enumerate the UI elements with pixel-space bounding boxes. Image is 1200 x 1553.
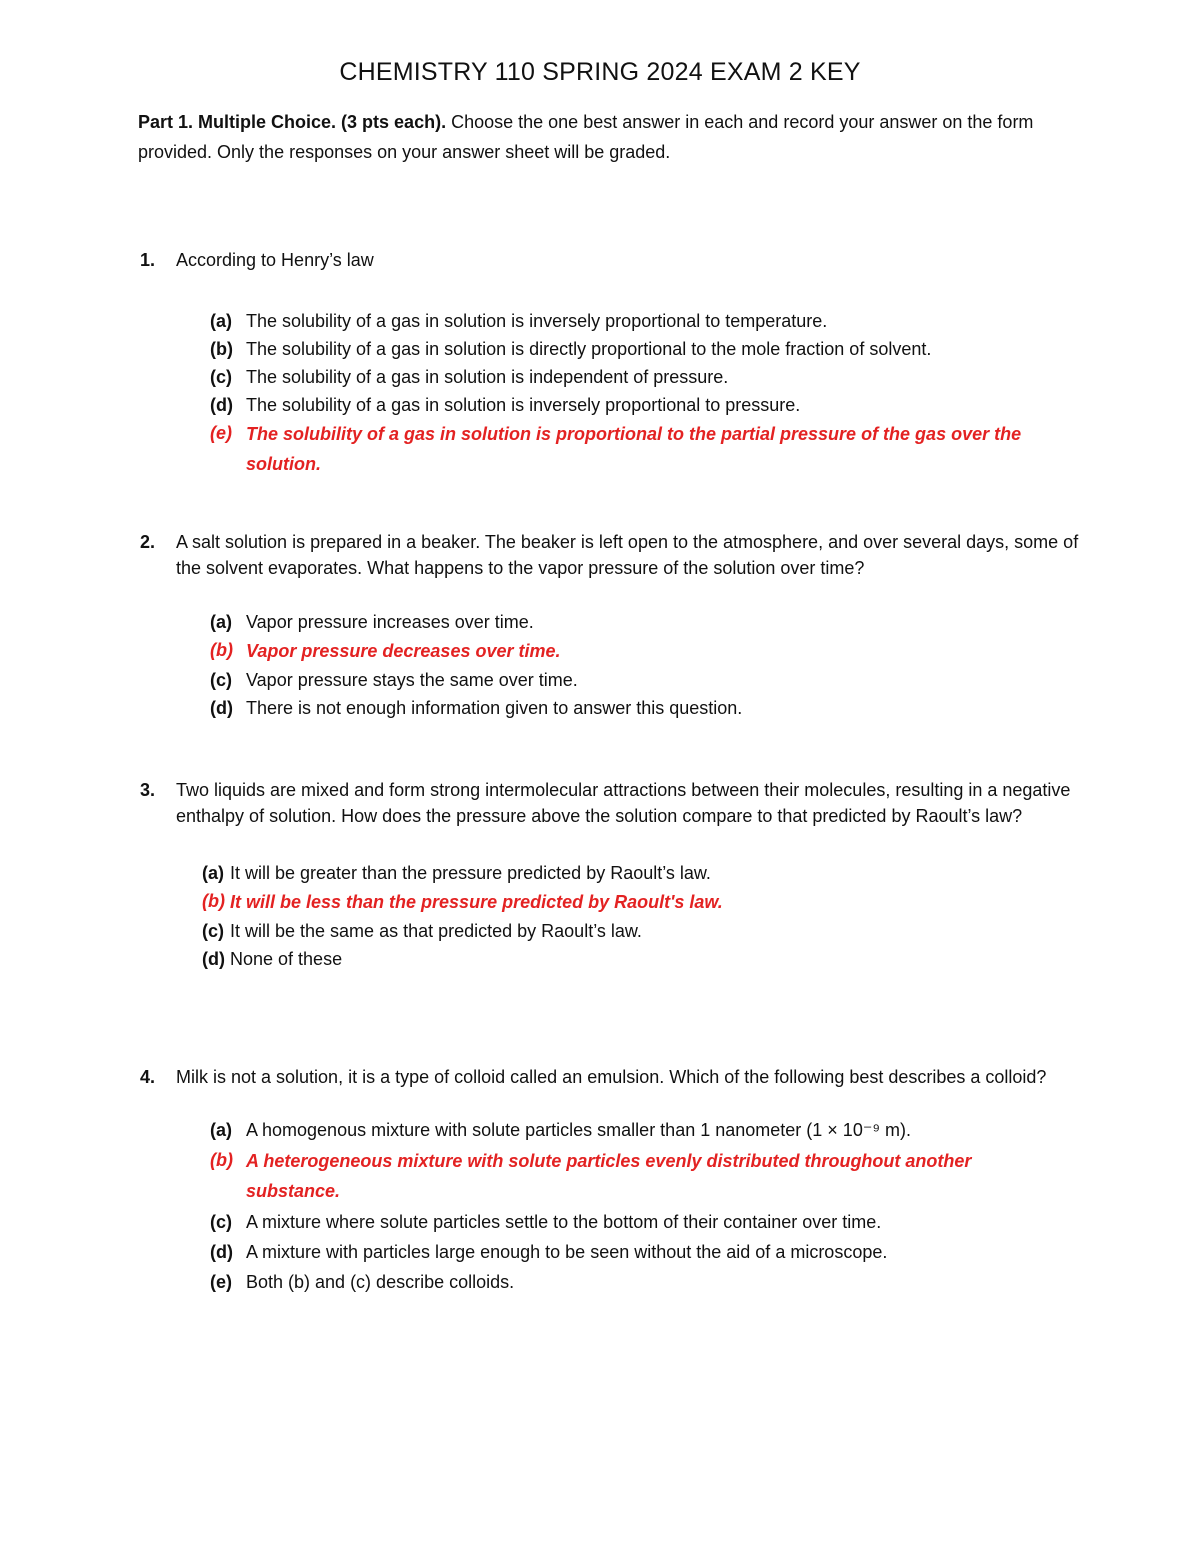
option-letter: (b) — [210, 1150, 233, 1170]
question-2 — [138, 529, 1098, 722]
question-number: 4. — [140, 1067, 156, 1087]
option-c — [210, 666, 1098, 694]
question-1 — [138, 247, 1098, 479]
option-letter: (c) — [210, 367, 232, 387]
option-letter: (d) — [210, 395, 233, 415]
option-text: It will be less than the pressure predicted by Raoult's law. — [230, 892, 723, 912]
option-letter: (d) — [210, 698, 233, 718]
option-a — [210, 307, 1098, 335]
option-text: None of these — [230, 949, 343, 969]
part-label: Part 1. Multiple Choice. (3 pts each). — [138, 112, 447, 132]
option-text: A homogenous mixture with solute particles smaller than 1 nanometer (1 × 10⁻⁹ m). — [246, 1120, 912, 1140]
option-b-correct-answer — [210, 636, 1098, 666]
question-3 — [138, 777, 1098, 973]
option-letter: (a) — [210, 612, 232, 632]
option-c — [210, 363, 1098, 391]
option-text: Vapor pressure increases over time. — [246, 612, 534, 632]
option-d — [210, 1238, 1098, 1266]
option-list — [210, 1116, 1098, 1296]
option-text: A heterogeneous mixture with solute particles evenly distributed throughout another substance. — [246, 1151, 972, 1201]
option-text: A mixture with particles large enough to be seen without the aid of a microscope. — [246, 1242, 888, 1262]
option-list — [210, 608, 1098, 722]
option-letter: (b) — [210, 640, 233, 660]
option-a — [202, 859, 1098, 887]
option-text: The solubility of a gas in solution is inversely proportional to pressure. — [246, 395, 801, 415]
option-letter: (e) — [210, 1272, 232, 1292]
option-d — [210, 391, 1098, 419]
option-text: Vapor pressure stays the same over time. — [246, 670, 578, 690]
option-e — [210, 1268, 1098, 1296]
option-letter: (a) — [202, 863, 224, 883]
option-b-correct-answer — [210, 1146, 1098, 1206]
option-text: The solubility of a gas in solution is independent of pressure. — [246, 367, 729, 387]
option-list — [202, 859, 1098, 973]
option-text: It will be the same as that predicted by Raoult’s law. — [230, 921, 642, 941]
option-d — [210, 694, 1098, 722]
option-letter: (c) — [210, 670, 232, 690]
question-text: Milk is not a solution, it is a type of colloid called an emulsion. Which of the following best describes a colloid? — [176, 1067, 1047, 1087]
question-4 — [138, 1064, 1098, 1296]
option-a — [210, 1116, 1098, 1144]
option-c — [202, 917, 1098, 945]
question-number: 3. — [140, 780, 156, 800]
option-b-correct-answer — [202, 887, 1098, 917]
option-text: The solubility of a gas in solution is inversely proportional to temperature. — [246, 311, 828, 331]
option-list — [210, 307, 1098, 479]
option-text: It will be greater than the pressure predicted by Raoult’s law. — [230, 863, 711, 883]
option-d — [202, 945, 1098, 973]
option-text: The solubility of a gas in solution is proportional to the partial pressure of the gas over the solution. — [246, 424, 1022, 474]
option-letter: (b) — [210, 339, 233, 359]
question-number: 2. — [140, 532, 156, 552]
question-text: A salt solution is prepared in a beaker. The beaker is left open to the atmosphere, and over several days, some of the solvent evaporates. What happens to the vapor pressure of the solution over time? — [176, 532, 1079, 578]
question-number: 1. — [140, 250, 156, 270]
option-b — [210, 335, 1098, 363]
page-title: CHEMISTRY 110 SPRING 2024 EXAM 2 KEY — [339, 58, 861, 86]
question-text: According to Henry’s law — [176, 250, 374, 270]
option-c — [210, 1208, 1098, 1236]
option-text: There is not enough information given to answer this question. — [246, 698, 743, 718]
option-letter: (a) — [210, 1120, 232, 1140]
option-e-correct-answer — [210, 419, 1098, 479]
option-letter: (b) — [202, 891, 225, 911]
instructions-text: Choose the one best answer in each and record your answer on the form provided. Only the responses on your answer sheet will be graded. — [138, 112, 1034, 162]
option-letter: (e) — [210, 423, 232, 443]
option-letter: (d) — [202, 949, 225, 969]
question-text: Two liquids are mixed and form strong intermolecular attractions between their molecules, resulting in a negative enthalpy of solution. How does the pressure above the solution compare to that predicted by Raoult’s law? — [176, 780, 1071, 826]
option-text: The solubility of a gas in solution is directly proportional to the mole fraction of solvent. — [246, 339, 932, 359]
option-letter: (a) — [210, 311, 232, 331]
option-a — [210, 608, 1098, 636]
option-text: Both (b) and (c) describe colloids. — [246, 1272, 515, 1292]
option-text: Vapor pressure decreases over time. — [246, 641, 561, 661]
instructions — [138, 107, 1078, 167]
option-letter: (c) — [210, 1212, 232, 1232]
option-letter: (c) — [202, 921, 224, 941]
option-text: A mixture where solute particles settle to the bottom of their container over time. — [246, 1212, 882, 1232]
option-letter: (d) — [210, 1242, 233, 1262]
